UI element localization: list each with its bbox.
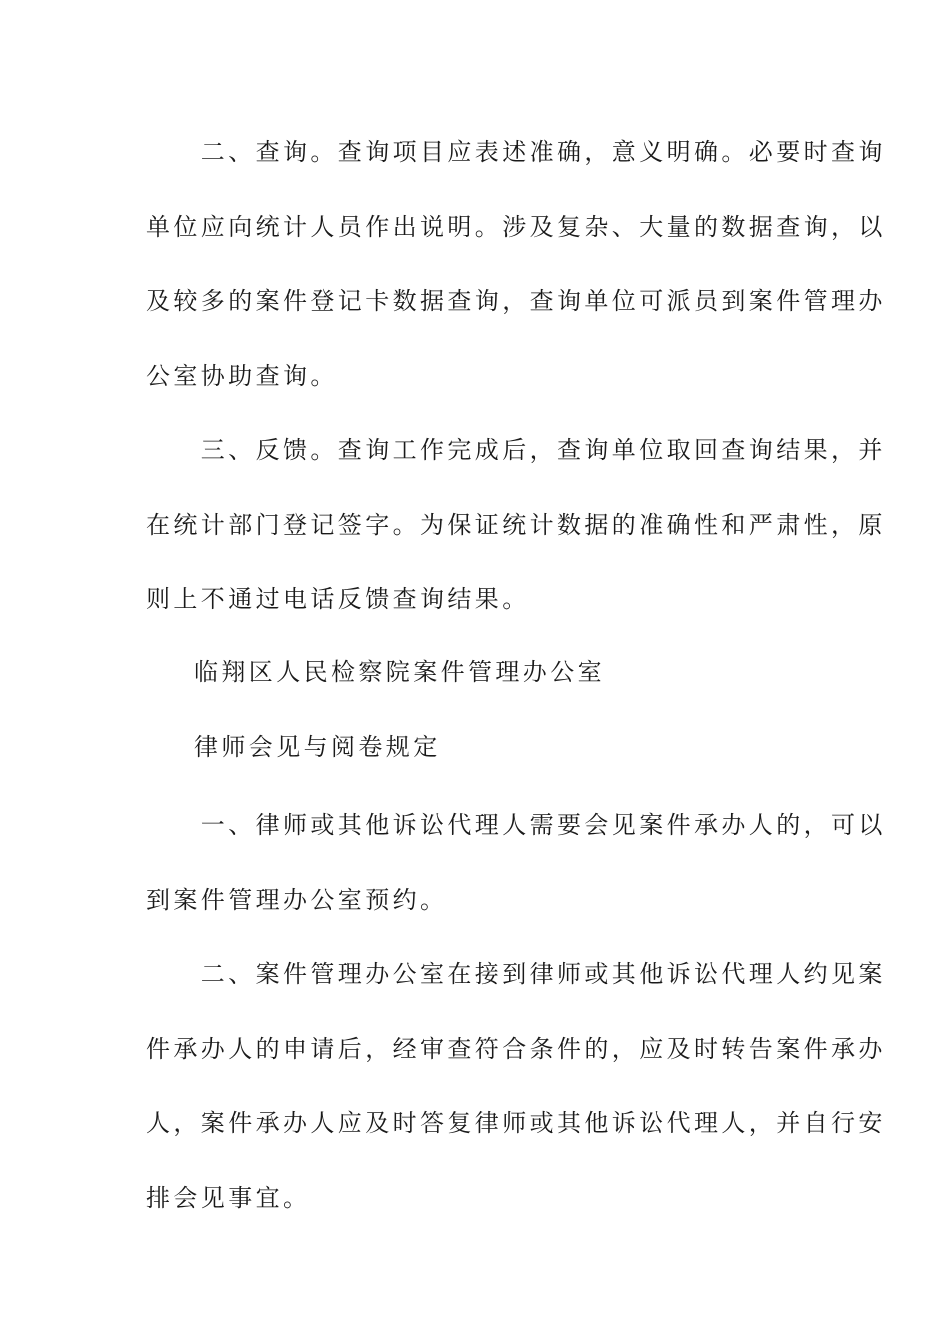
paragraph-line: 及较多的案件登记卡数据查询，查询单位可派员到案件管理办 — [146, 287, 886, 315]
rule-item-2 — [146, 937, 886, 1235]
section-title: 律师会见与阅卷规定 — [194, 733, 441, 761]
paragraph-line: 二、查询。查询项目应表述准确，意义明确。必要时查询 — [146, 138, 886, 166]
rule-item-1 — [146, 788, 886, 937]
paragraph-line: 三、反馈。查询工作完成后，查询单位取回查询结果，并 — [146, 436, 886, 464]
paragraph-query-item-3 — [146, 413, 886, 637]
paragraph-query-item-2 — [146, 115, 886, 413]
paragraph-line: 公室协助查询。 — [146, 361, 338, 390]
paragraph-line: 在统计部门登记签字。为保证统计数据的准确性和严肃性，原 — [146, 510, 886, 539]
rule-line: 二、案件管理办公室在接到律师或其他诉讼代理人约见案 — [146, 960, 886, 988]
office-signature: 临翔区人民检察院案件管理办公室 — [194, 658, 605, 686]
paragraph-line: 则上不通过电话反馈查询结果。 — [146, 585, 530, 613]
paragraph-line: 单位应向统计人员作出说明。涉及复杂、大量的数据查询，以 — [146, 212, 886, 241]
rule-line: 人，案件承办人应及时答复律师或其他诉讼代理人，并自行安 — [146, 1109, 886, 1137]
rule-line: 到案件管理办公室预约。 — [146, 885, 448, 914]
rule-line: 件承办人的申请后，经审查符合条件的，应及时转告案件承办 — [146, 1034, 886, 1063]
rule-line: 一、律师或其他诉讼代理人需要会见案件承办人的，可以 — [146, 811, 886, 839]
rule-line: 排会见事宜。 — [146, 1183, 311, 1212]
